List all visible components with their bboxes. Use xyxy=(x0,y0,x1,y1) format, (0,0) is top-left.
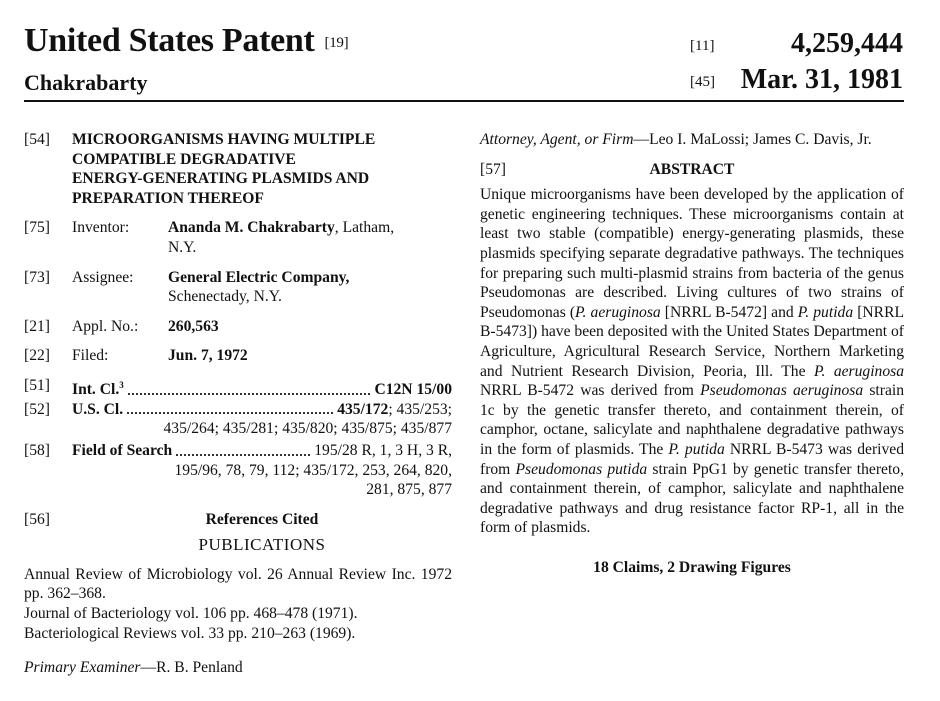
assignee-name: General Electric Company, xyxy=(168,268,350,286)
abstract-heading-row xyxy=(480,160,904,180)
title-line: COMPATIBLE DEGRADATIVE xyxy=(72,150,296,168)
species-name: P. putida xyxy=(797,303,854,321)
intcl-value: C12N 15/00 xyxy=(374,381,452,399)
assignee-location: Schenectady, N.Y. xyxy=(168,288,282,306)
intcl-field xyxy=(24,376,452,400)
search-value-3: 281, 875, 877 xyxy=(366,481,452,499)
title-field xyxy=(24,130,452,208)
inventor-location: , Latham, xyxy=(334,219,395,237)
inventor-state: N.Y. xyxy=(168,238,197,256)
search-value-2: 195/96, 78, 79, 112; 435/172, 253, 264, 820, xyxy=(174,461,452,479)
search-value-1: 195/28 R, 1, 3 H, 3 R, xyxy=(314,441,452,459)
filed-field xyxy=(24,346,452,366)
leader-dots xyxy=(127,412,333,414)
references-heading: References Cited xyxy=(205,510,319,528)
field-code: [73] xyxy=(24,268,50,286)
field-code: [54] xyxy=(24,131,50,148)
field-label: Assignee: xyxy=(72,268,134,286)
species-name: Pseudomonas putida xyxy=(515,460,648,478)
field-code: [51] xyxy=(24,376,50,394)
filed-date: Jun. 7, 1972 xyxy=(168,347,248,365)
patent-date: Mar. 31, 1981 xyxy=(740,64,903,95)
field-code: [22] xyxy=(24,347,50,365)
patent-number: 4,259,444 xyxy=(791,28,903,59)
intcl-superscript: 3 xyxy=(119,379,124,390)
assignee-value xyxy=(168,268,452,307)
publication-item: Bacteriological Reviews vol. 33 pp. 210–263 (1969). xyxy=(24,624,356,642)
publications-list xyxy=(24,565,452,643)
field-code: [52] xyxy=(24,400,50,418)
uscl-value-2: 435/264; 435/281; 435/820; 435/875; 435/877 xyxy=(163,420,452,438)
field-code: [57] xyxy=(480,160,506,178)
title-line: PREPARATION THEREOF xyxy=(72,189,264,207)
publications-heading: PUBLICATIONS xyxy=(198,535,326,555)
field-label: Inventor: xyxy=(72,219,130,237)
abstract-heading: ABSTRACT xyxy=(649,160,735,178)
field-code: [75] xyxy=(24,219,50,237)
species-name: P. aeruginosa xyxy=(575,303,661,321)
appl-field xyxy=(24,317,452,337)
attorney xyxy=(480,130,904,150)
publication-item: Journal of Bacteriology vol. 106 pp. 468–478 (1971). xyxy=(24,605,358,623)
field-code: [58] xyxy=(24,441,50,459)
assignee-field xyxy=(24,268,452,307)
inventor-field xyxy=(24,218,452,257)
abstract-text: Unique microorganisms have been developed by the application of genetic engineering techniques. These microorganisms contain at least two stable (compatible) energy-generating plasmids, these plasmids specifying separate degradative pathways. The techniques for preparing such multi-plasmid strains from bacteria of the genus Pseudomonas are described. Living cultures of two strains of Pseudomonas (P. aeruginosa [NRRL B-5472] and P. putida [NRRL B-5473]) have been deposited with the United States Department of Agriculture, Agricultural Research Service, Northern Marketing and Nutrient Research Division, Peoria, Ill. The P. aeruginosa NRRL B-5472 was derived from Pseudomonas aeruginosa strain 1c by the genetic transfer thereto, and containment therein, of camphor, octane, salicylate and naphthalene degradative pathways in the form of plasmids. The P. putida NRRL B-5473 was derived from Pseudomonas putida strain PpG1 by genetic transfer thereto, and containment therein, of camphor, salicylate and naphthalene degradative pathways and drug resistance factor RP-1, all in the form of plasmids. xyxy=(480,186,905,537)
patent-office-title xyxy=(24,22,348,60)
examiner-label: Primary Examiner xyxy=(24,659,141,677)
search-field xyxy=(24,441,452,500)
intcl-label: Int. Cl.$^3$ xyxy=(72,379,124,399)
species-name: P. aeruginosa xyxy=(813,362,905,380)
abstract-column xyxy=(480,130,904,577)
claims-count: 18 Claims, 2 Drawing Figures xyxy=(593,558,791,576)
field-label: Appl. No.: xyxy=(72,317,139,335)
field-label: Filed: xyxy=(72,347,109,365)
search-label: Field of Search xyxy=(72,441,173,459)
invention-title xyxy=(72,130,452,208)
attorney-names: —Leo I. MaLossi; James C. Davis, Jr. xyxy=(633,131,872,148)
appl-number: 260,563 xyxy=(168,317,219,335)
patent-number-code: [11] xyxy=(690,38,715,54)
title-line: MICROORGANISMS HAVING MULTIPLE xyxy=(72,131,376,148)
attorney-label: Attorney, Agent, or Firm xyxy=(480,131,634,148)
inventor-name: Ananda M. Chakrabarty xyxy=(168,219,335,237)
leader-dots xyxy=(176,454,310,456)
examiner-name: —R. B. Penland xyxy=(140,659,243,677)
inventor-surname: Chakrabarty xyxy=(24,70,148,95)
publication-item: Annual Review of Microbiology vol. 26 Annual Review Inc. 1972 pp. 362–368. xyxy=(24,565,452,603)
species-name: Pseudomonas aeruginosa xyxy=(700,382,864,400)
leader-dots xyxy=(128,393,371,395)
header-divider xyxy=(24,100,904,102)
date-code: [45] xyxy=(690,74,715,90)
species-name: P. putida xyxy=(668,440,725,458)
uscl-label: U.S. Cl. xyxy=(72,400,124,418)
references-field xyxy=(24,510,452,530)
title-line: ENERGY-GENERATING PLASMIDS AND xyxy=(72,170,370,188)
field-code: [21] xyxy=(24,317,50,335)
title-code: [19] xyxy=(324,34,349,51)
field-code: [56] xyxy=(24,510,50,528)
uscl-field xyxy=(24,400,452,439)
bibliographic-column xyxy=(24,130,452,678)
primary-examiner xyxy=(24,658,452,678)
inventor-value xyxy=(168,218,452,257)
uscl-value-1: 435/172; 435/253; xyxy=(337,400,452,418)
title-text: United States Patent xyxy=(24,22,315,59)
